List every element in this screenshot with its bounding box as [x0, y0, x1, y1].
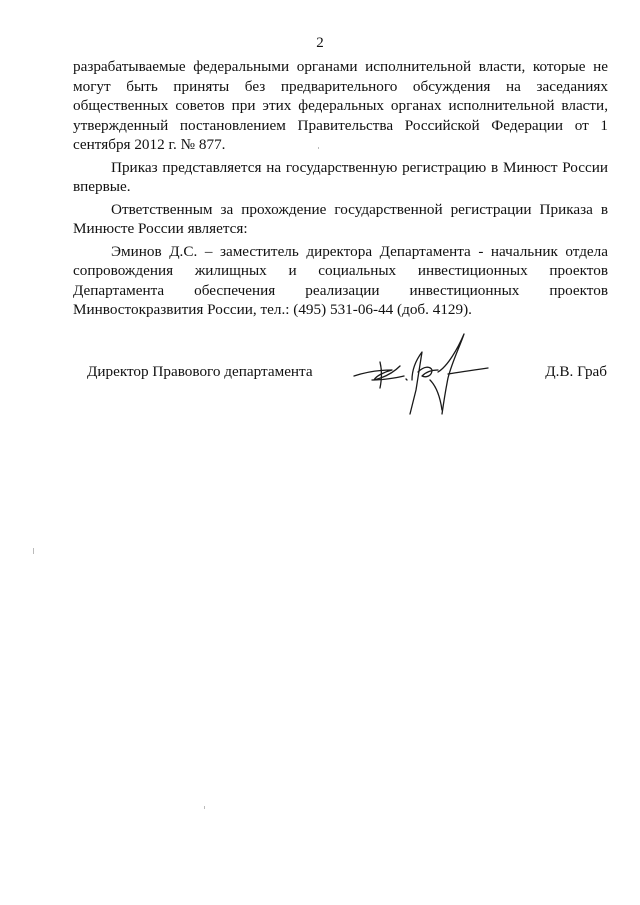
paragraph-responsible	[73, 200, 608, 239]
handwritten-signature	[352, 326, 492, 420]
text-line: тел.: (495) 531-06-44 (доб. 4129).	[260, 301, 472, 318]
signature-block	[87, 362, 607, 384]
scan-speck	[318, 147, 319, 149]
paragraph-contact	[73, 242, 608, 320]
signer-name: Д.В. Граб	[545, 363, 607, 380]
signer-title: Директор Правового департамента	[87, 363, 313, 380]
paragraph-continuation	[73, 57, 608, 155]
body-text	[73, 57, 608, 323]
text-line: не могут быть приняты без предварительного обсуждения на заседаниях	[73, 58, 608, 95]
text-line: впервые.	[73, 178, 131, 195]
scan-speck	[33, 548, 34, 554]
paragraph-registration	[73, 158, 608, 197]
text-line: сопровождения жилищных и социальных инвестиционных проектов Департамента	[73, 262, 608, 299]
text-line: Ответственным за прохождение государственной регистрации Приказа	[111, 200, 593, 218]
scan-speck	[204, 806, 205, 809]
text-line: от 1 сентября 2012 г. № 877.	[73, 116, 609, 153]
text-line: Эминов Д.С. – заместитель директора Департамента - начальник отдела	[111, 242, 608, 260]
text-line: разрабатываемые федеральными органами исполнительной власти, которые	[73, 58, 586, 75]
text-line: утвержденный постановлением Правительства Российской Федерации	[73, 116, 564, 134]
page-number: 2	[316, 35, 324, 51]
text-line: общественных советов при этих федеральных органах исполнительной власти,	[73, 97, 608, 114]
text-line: Приказ представляется на государственную регистрацию в Минюст России	[111, 158, 608, 176]
text-line: в Минюсте России является:	[73, 200, 608, 237]
text-line: обеспечения реализации инвестиционных проектов Минвостокразвития России,	[73, 281, 608, 318]
